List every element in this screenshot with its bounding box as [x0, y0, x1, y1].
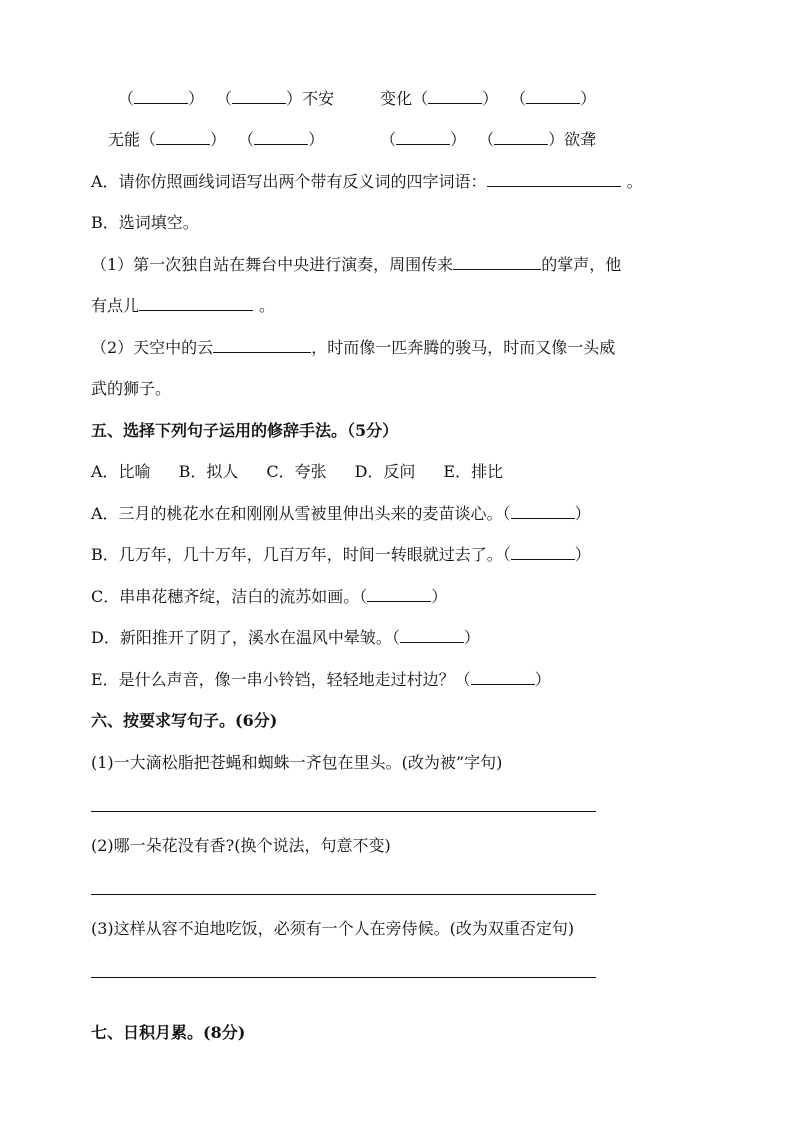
question-b1-line1: （1）第一次独自站在舞台中央进行演奏，周围传来 的掌声，他: [91, 255, 622, 274]
question-b2-line2: 武的狮子。: [91, 379, 172, 398]
blank[interactable]: [487, 171, 621, 187]
question-b: B．选词填空。: [91, 213, 199, 232]
blank[interactable]: [526, 88, 580, 104]
rhetoric-options: [91, 461, 503, 483]
blank[interactable]: [396, 129, 450, 145]
answer-blank[interactable]: [400, 627, 464, 643]
blank[interactable]: [494, 129, 548, 145]
answer-blank[interactable]: [471, 669, 535, 685]
blank[interactable]: [139, 295, 253, 311]
blank[interactable]: [254, 129, 308, 145]
blank[interactable]: [428, 88, 482, 104]
answer-line-2[interactable]: [91, 894, 596, 895]
question-b2-line1: （2）天空中的云 ，时而像一匹奔腾的骏马，时而又像一头威: [91, 338, 616, 357]
option-d: D．反问: [354, 462, 416, 481]
answer-blank[interactable]: [367, 586, 431, 602]
rhetoric-item-b: B．几万年，几十万年，几百万年，时间一转眼就过去了。（ ）: [91, 545, 591, 564]
idiom-row-1: （ ） （ ）不安 变化（ ） （ ）: [118, 89, 597, 108]
question-b1-line2: 有点儿 。: [91, 296, 276, 315]
question-a: A．请你仿照画线词语写出两个带有反义词的四字词语： 。: [91, 172, 643, 191]
answer-blank[interactable]: [511, 503, 575, 519]
rewrite-item-3: (3)这样从容不迫地吃饭，必须有一个人在旁侍候。(改为双重否定句): [91, 919, 575, 938]
answer-line-1[interactable]: [91, 811, 596, 812]
option-b: B．拟人: [178, 462, 239, 481]
rhetoric-item-d: D．新阳推开了阴了，溪水在温风中晕皱。（ ）: [91, 628, 480, 647]
rewrite-item-1: (1)一大滴松脂把苍蝇和蜘蛛一齐包在里头。(改为被”字句): [91, 753, 503, 772]
section-7-title: 七、日积月累。(8分): [91, 1023, 246, 1042]
blank[interactable]: [156, 129, 210, 145]
rewrite-item-2: (2)哪一朵花没有香?(换个说法，句意不变): [91, 836, 391, 855]
option-a: A．比喻: [91, 462, 151, 481]
blank[interactable]: [453, 254, 541, 270]
section-5-title: 五、选择下列句子运用的修辞手法。（5分）: [91, 421, 399, 440]
rhetoric-item-e: E．是什么声音，像一串小铃铛，轻轻地走过村边？（ ）: [91, 670, 551, 689]
answer-line-3[interactable]: [91, 977, 596, 978]
blank[interactable]: [213, 337, 311, 353]
answer-blank[interactable]: [511, 544, 575, 560]
blank[interactable]: [134, 88, 188, 104]
option-c: C．夸张: [266, 462, 327, 481]
rhetoric-item-a: A．三月的桃花水在和刚刚从雪被里伸出头来的麦苗谈心。（ ）: [91, 504, 591, 523]
option-e: E．排比: [443, 462, 504, 481]
blank[interactable]: [232, 88, 286, 104]
section-6-title: 六、按要求写句子。(6分): [91, 711, 278, 730]
rhetoric-item-c: C．串串花穗齐绽，洁白的流苏如画。（ ）: [91, 587, 448, 606]
idiom-row-2: 无能（ ） （ ） （ ） （ ）欲聋: [108, 130, 597, 149]
